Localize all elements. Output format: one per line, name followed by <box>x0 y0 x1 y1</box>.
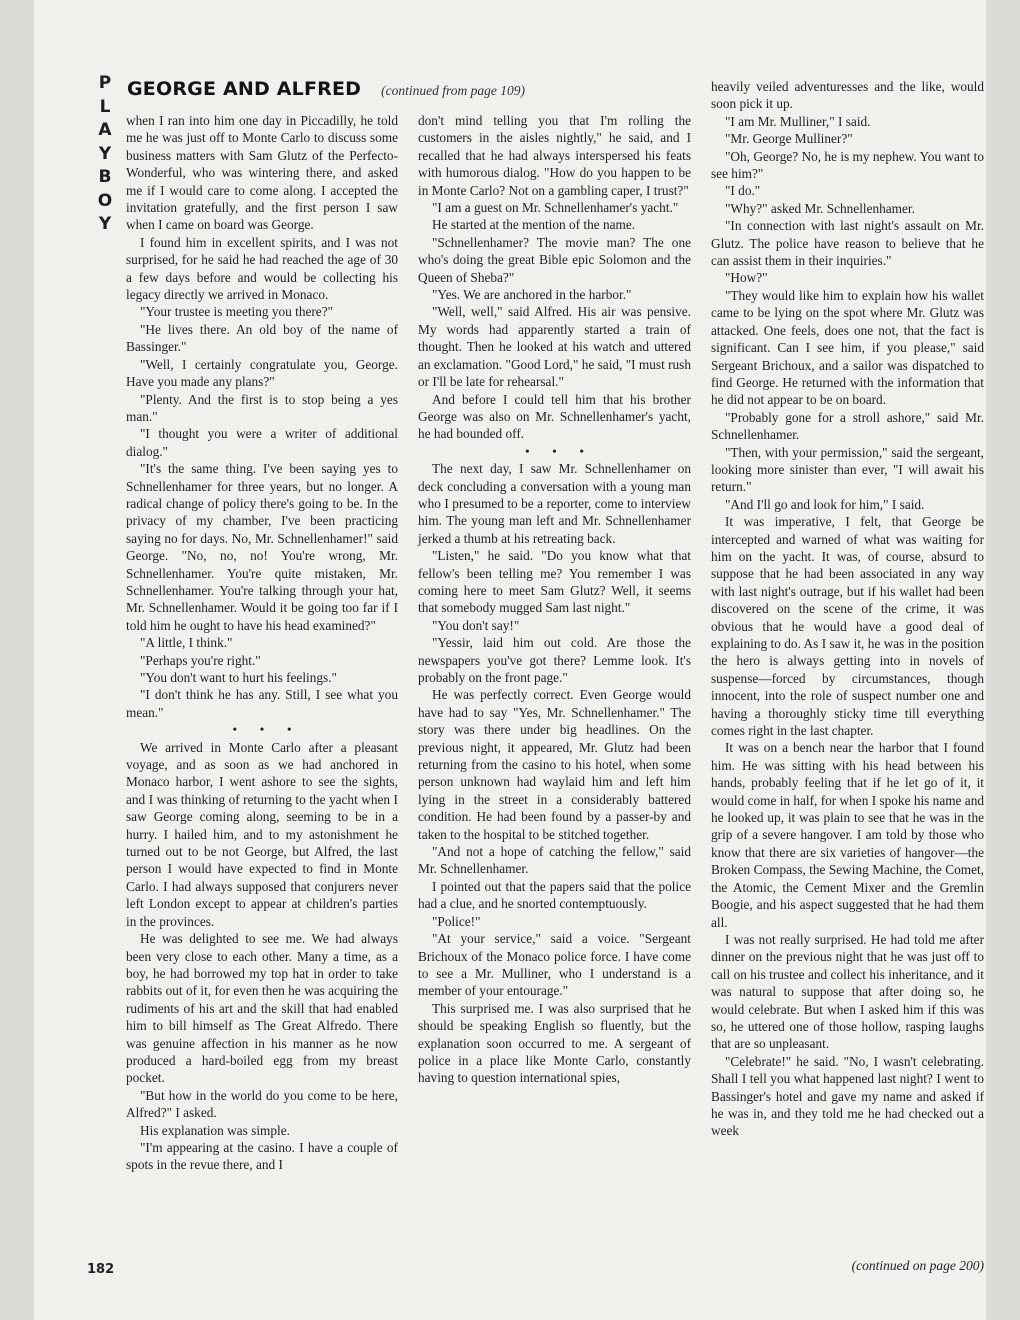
continued-on-note: (continued on page 200) <box>851 1258 984 1273</box>
paragraph: I was not really surprised. He had told me after dinner on the previous night that he was just off to call on his trustee and collect his inheritance, and it was natural to suppose that after doing so, he would celebrate. But when I asked him if this was so, he uttered one of those hollow, rasping laughs that are so unpleasant. <box>711 931 984 1052</box>
paragraph: "Yes. We are anchored in the harbor." <box>432 287 632 303</box>
paragraph: His explanation was simple. <box>140 1122 290 1138</box>
paragraph: "Well, I certainly congratulate you, George. Have you made any plans?" <box>126 356 398 390</box>
paragraph: "I don't think he has any. Still, I see what you mean." <box>126 687 398 720</box>
paragraph: "I do." <box>725 183 761 199</box>
headline-row <box>127 78 687 100</box>
continued-from-note: (continued from page 109) <box>381 83 525 98</box>
text-column-2 <box>418 112 691 1087</box>
paragraph: He was perfectly correct. Even George would have had to say "Yes, Mr. Schnellenhamer." The story was there under big headlines. On the previous night, it appeared, Mr. Glutz had been returning from the casino to his hotel, when some person unknown had waylaid him and left him lying in the street in a considerably battered condition. He had been found by a passer-by and taken to the hospital to be stitched together. <box>418 687 691 842</box>
paragraph: He was delighted to see me. We had always been very close to each other. Many a time, as a boy, he had borrowed my top hat in order to take rabbits out of it, for even then he was acquiring the rudiments of his art and the skill that had enabled him to bill himself as The Great Alfredo. There was genuine affection in his manner as he now produced a hard-boiled egg from my breast pocket. <box>126 931 398 1086</box>
paragraph: "And I'll go and look for him," I said. <box>725 496 925 512</box>
paragraph: "He lives there. An old boy of the name of Bassinger." <box>126 321 398 355</box>
paragraph: "And not a hope of catching the fellow," said Mr. Schnellenhamer. <box>418 844 691 877</box>
paragraph: "Well, well," said Alfred. His air was pensive. My words had apparently started a train of thought. Then he looked at his watch and uttered an exclamation. "Good Lord," he said, "I must rush or I'll be late for rehearsal." <box>418 304 691 390</box>
masthead <box>90 72 120 237</box>
paragraph: "You don't say!" <box>432 617 520 633</box>
paragraph: don't mind telling you that I'm rolling the customers in the aisles nightly," he said, and I recalled that he had always interspersed his feats with humorous dialog. "How do you happen to be in Monte Carlo? Not on a gambling caper, I trust?" <box>418 113 691 198</box>
page-number: 182 <box>87 1262 115 1277</box>
paragraph: "You don't want to hurt his feelings." <box>140 670 337 685</box>
paragraph: "Then, with your permission," said the sergeant, looking more sinister than ever, "I will await his return." <box>711 444 984 495</box>
paragraph: "Police!" <box>432 913 481 929</box>
paragraph: "Perhaps you're right." <box>140 652 261 668</box>
paragraph: I found him in excellent spirits, and I was not surprised, for he said he had reached the age of 30 a few days before and would be collecting his legacy directly we arrived in Monaco. <box>126 234 398 303</box>
paragraph: "I am a guest on Mr. Schnellenhamer's yacht." <box>432 200 679 216</box>
masthead-letter: Y <box>98 214 112 234</box>
masthead-letter: A <box>98 120 112 140</box>
paragraph: "Probably gone for a stroll ashore," said Mr. Schnellenhamer. <box>711 409 984 443</box>
paragraph: We arrived in Monte Carlo after a pleasant voyage, and as soon as we had anchored in Monaco harbor, I went ashore to see the sights, and I was thinking of returning to the yacht when I saw George coming along, seeming to be in a hurry. I hailed him, and to my astonishment he turned out to be not George, but Alfred, the last person I would have expected to find in Monte Carlo. I had always supposed that conjurers never left London except to appear at children's parties in the provinces. <box>126 739 398 929</box>
masthead-letter: O <box>97 190 113 211</box>
masthead-letter: B <box>98 167 112 187</box>
paragraph: "I thought you were a writer of additional dialog." <box>126 426 398 459</box>
paragraph: when I ran into him one day in Piccadilly, he told me he was just off to Monte Carlo to discuss some business matters with Sam Glutz of the Perfecto-Wonderful, who was wintering there, and asked me if I would care to come along. I accepted the invitation gratefully, and the first person I saw when I came on board was George. <box>126 113 398 233</box>
paragraph: This surprised me. I was also surprised that he should be speaking English so fluently, but the explanation soon occurred to me. A sergeant of police in a place like Monte Carlo, constantly having to question international spies, <box>418 1000 691 1086</box>
masthead-letter: P <box>98 73 112 93</box>
paragraph: "In connection with last night's assault on Mr. Glutz. The police have reason to believe that he can assist them in their inquiries." <box>711 218 984 269</box>
paragraph: The next day, I saw Mr. Schnellenhamer on deck concluding a conversation with a young man who I presumed to be a reporter, come to interview him. The young man left and Mr. Schnellenhamer jerked a thumb at his retreating back. <box>418 461 691 546</box>
paragraph: It was imperative, I felt, that George be intercepted and warned of what was waiting for him on the yacht. It was, of course, absurd to suppose that he had been associated in any way with last night's outrage, but if his wallet had been discovered on the scene of the crime, it was obvious that he would have a good deal of explaining to do. As I saw it, he was in the position the hero is always getting into in novels of suspense—forced by circumstances, though innocent, into the role of suspect number one and having a thoroughly sticky time till everything comes right in the last chapter. <box>711 514 984 739</box>
paragraph: "But how in the world do you come to be here, Alfred?" I asked. <box>126 1087 398 1121</box>
paragraph: I pointed out that the papers said that the police had a clue, and he snorted contemptuously. <box>418 878 691 912</box>
paragraph: "Yessir, laid him out cold. Are those the newspapers you've got there? Lemme look. It's probably on the front page." <box>418 635 691 685</box>
paragraph: "Why?" asked Mr. Schnellenhamer. <box>725 200 915 216</box>
text-column-3 <box>711 78 984 1140</box>
paragraph: And before I could tell him that his brother George was also on Mr. Schnellenhamer's yacht, he had bounded off. <box>418 391 691 442</box>
paragraph: "Oh, George? No, he is my nephew. You want to see him?" <box>711 148 984 182</box>
paragraph: "Listen," he said. "Do you know what that fellow's been telling me? You remember I was coming here to meet Sam Glutz? Well, it seems that somebody mugged Sam last night." <box>418 548 691 616</box>
paragraph: "It's the same thing. I've been saying yes to Schnellenhamer for three years, but no longer. A radical change of policy there's going to be. In the privacy of my chamber, I've been practicing saying no for days. No, Mr. Schnellenhamer!" said George. "No, no, no! You're wrong, Mr. Schnellenhamer. You're quite mistaken, Mr. Schnellenhamer. You're talking through your hat, Mr. Schnellenhamer. Would it be going too far if I told him he ought to have his head examined?" <box>126 461 398 633</box>
paragraph: "I am Mr. Mulliner," I said. <box>725 113 871 129</box>
paragraph: He started at the mention of the name. <box>432 217 636 233</box>
masthead-letter: L <box>99 96 111 117</box>
paragraph: "Plenty. And the first is to stop being a yes man." <box>126 391 398 424</box>
paragraph: It was on a bench near the harbor that I found him. He was sitting with his head between his hands, probably feeling that if he let go of it, it would come in half, for when I spoke his name and he looked up, it was plain to see that he was in the grip of a severe hangover. I am told by those who know that there are six varieties of hangover—the Broken Compass, the Sewing Machine, the Comet, the Atomic, the Cement Mixer and the Gremlin Boogie, and his aspect suggested that he had them all. <box>711 740 984 930</box>
paragraph: "I'm appearing at the casino. I have a couple of spots in the revue there, and I <box>126 1139 398 1173</box>
paragraph: heavily veiled adventuresses and the like, would soon pick it up. <box>711 79 984 112</box>
masthead-letter: Y <box>98 143 112 164</box>
paragraph: "A little, I think." <box>140 635 233 651</box>
paragraph: "Celebrate!" he said. "No, I wasn't celebrating. Shall I tell you what happened last night? I went to Bassinger's hotel and gave my name and asked if he was in, and they told me he had checked out a week <box>711 1053 984 1139</box>
paragraph: "Your trustee is meeting you there?" <box>140 304 334 320</box>
story-title: GEORGE AND ALFRED <box>127 78 362 100</box>
paragraph: "Mr. George Mulliner?" <box>725 131 853 147</box>
paragraph: "Schnellenhamer? The movie man? The one who's doing the great Bible epic Solomon and the Queen of Sheba?" <box>418 234 691 285</box>
text-column-1 <box>126 112 398 1174</box>
paragraph: "At your service," said a voice. "Sergeant Brichoux of the Monaco police force. I have come to see a Mr. Mulliner, who I understand is a member of your entourage." <box>418 931 691 999</box>
paragraph: "How?" <box>725 270 768 286</box>
section-break: • • • <box>525 443 594 458</box>
section-break: • • • <box>232 722 302 737</box>
magazine-page <box>34 0 986 1320</box>
paragraph: "They would like him to explain how his wallet came to be lying on the spot where Mr. Glutz was attacked. One feels, does one not, that the fact is significant. Can I see him, if you please," said Sergeant Brichoux, and a sailor was dispatched to find George. He returned with the information that he did not appear to be on board. <box>711 287 984 408</box>
